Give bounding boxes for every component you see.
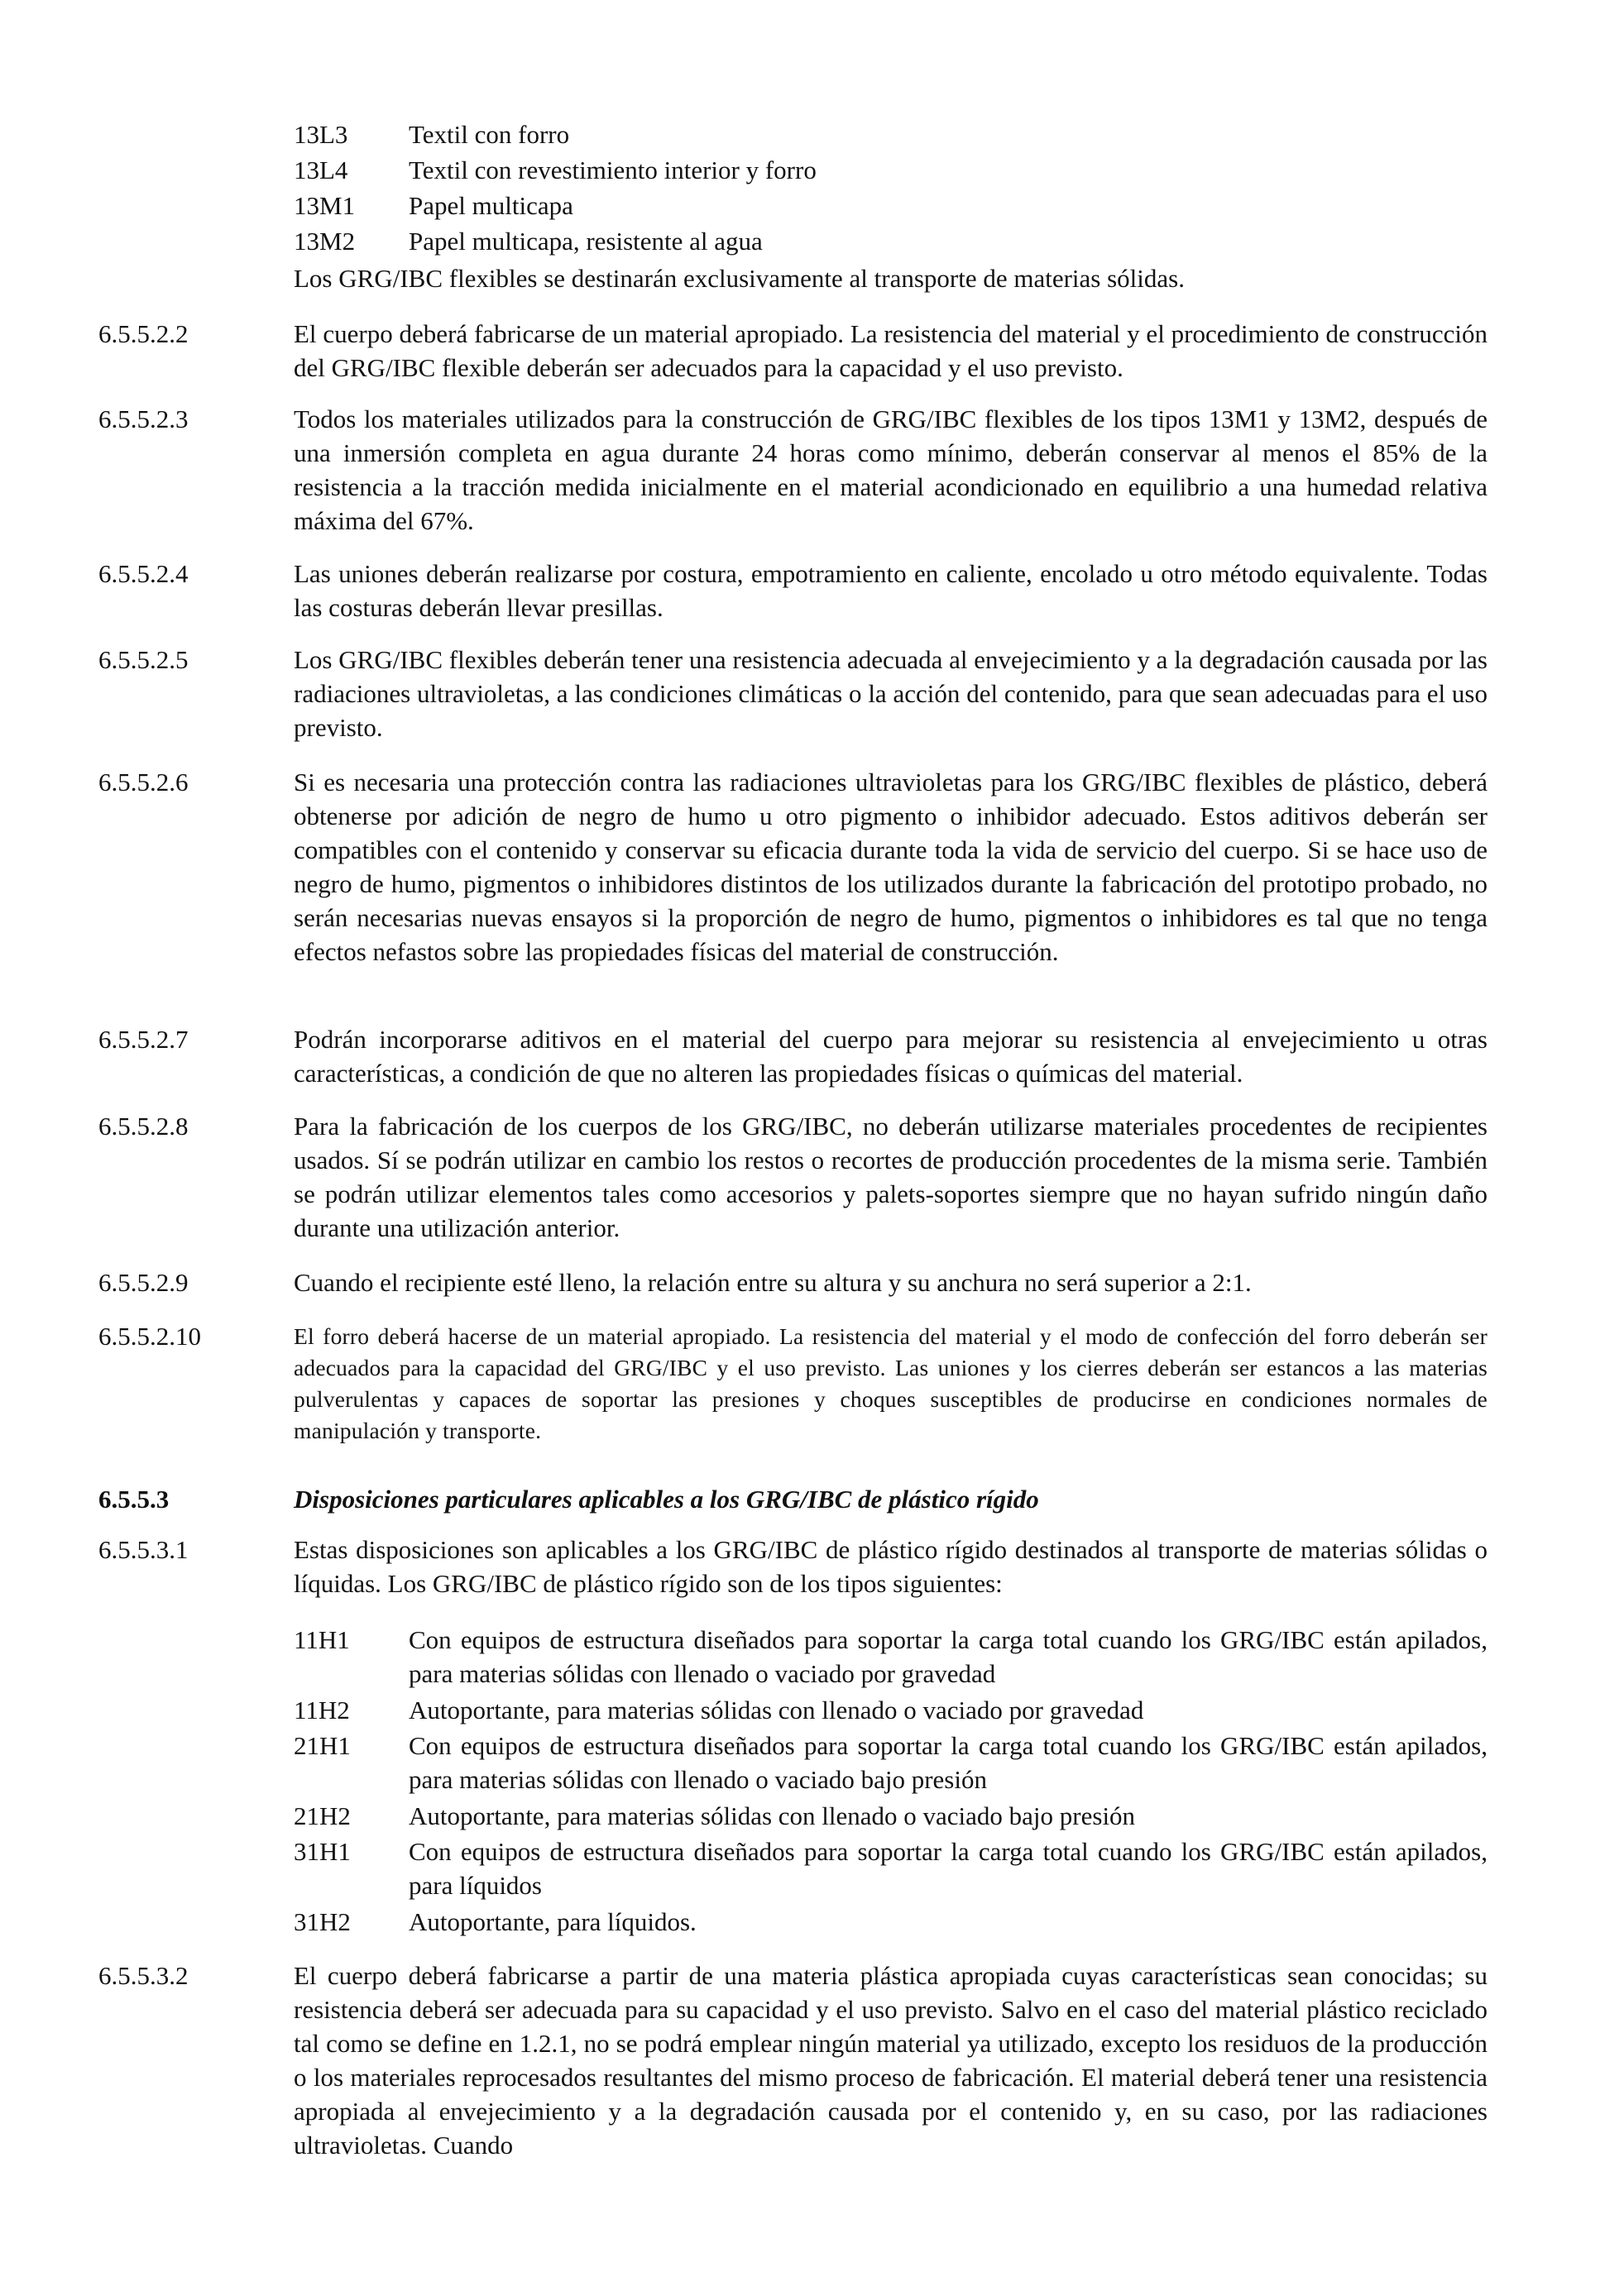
section-text: Para la fabricación de los cuerpos de los GRG/IBC, no deberán utilizarse materiales procedentes de recipientes usados. Sí se podrán utilizar en cambio los restos o recortes de producción procedentes de la misma serie. También se podrán utilizar elementos tales como accesorios y palets-soportes siempre que no hayan sufrido ningún daño durante una utilización anterior. [294,1112,1487,1242]
type-description: Papel multicapa [409,191,573,220]
section-text: Podrán incorporarse aditivos en el material del cuerpo para mejorar su resistencia al envejecimiento u otras características, a condición de que no alteren las propiedades físicas o químicas del material. [294,1025,1487,1088]
section-number: 6.5.5.2.2 [98,319,189,348]
type-code: 13M1 [294,191,356,220]
type-description: Autoportante, para líquidos. [409,1907,697,1936]
type-code: 13L4 [294,155,348,184]
section-text: Cuando el recipiente esté lleno, la relación entre su altura y su anchura no será superior a 2:1. [294,1268,1252,1297]
section-number: 6.5.5.2.5 [98,645,189,674]
type-description: Con equipos de estructura diseñados para soportar la carga total cuando los GRG/IBC están apilados, para líquidos [409,1837,1487,1900]
type-code: 31H1 [294,1837,351,1866]
type-code: 31H2 [294,1907,351,1936]
type-code: 13L3 [294,120,348,149]
type-description: Autoportante, para materias sólidas con llenado o vaciado bajo presión [409,1801,1136,1830]
type-code: 21H2 [294,1801,351,1830]
section-number: 6.5.5.3.2 [98,1961,189,1990]
section-text: Estas disposiciones son aplicables a los GRG/IBC de plástico rígido destinados al transporte de materias sólidas o líquidas. Los GRG/IBC de plástico rígido son de los tipos siguientes: [294,1535,1487,1598]
section-number: 6.5.5.2.6 [98,768,189,796]
section-number: 6.5.5.2.7 [98,1025,189,1054]
section-number: 6.5.5.2.10 [98,1322,201,1351]
section-number: 6.5.5.2.9 [98,1268,189,1297]
section-number: 6.5.5.2.3 [98,404,189,433]
type-code: 11H1 [294,1625,350,1654]
section-number: 6.5.5.2.8 [98,1112,189,1141]
section-text: Si es necesaria una protección contra las radiaciones ultravioletas para los GRG/IBC flexibles de plástico, deberá obtenerse por adición de negro de humo u otro pigmento o inhibidor adecuado. Estos aditivos deberán ser compatibles con el contenido y conservar su eficacia durante toda la vida de servicio del cuerpo. Si se hace uso de negro de humo, pigmentos o inhibidores distintos de los utilizados durante la fabricación del prototipo probado, no serán necesarias nuevas ensayos si la proporción de negro de humo, pigmentos o inhibidores es tal que no tenga efectos nefastos sobre las propiedades físicas del material de construcción. [294,768,1487,966]
heading-title: Disposiciones particulares aplicables a los GRG/IBC de plástico rígido [294,1485,1039,1514]
type-code: 11H2 [294,1696,350,1724]
type-description: Textil con revestimiento interior y forro [409,155,817,184]
type-code: 13M2 [294,227,356,256]
section-text: El cuerpo deberá fabricarse de un material apropiado. La resistencia del material y el procedimiento de construcción del GRG/IBC flexible deberán ser adecuados para la capacidad y el uso previsto. [294,319,1487,382]
type-description: Papel multicapa, resistente al agua [409,227,763,256]
section-text: Todos los materiales utilizados para la construcción de GRG/IBC flexibles de los tipos 13M1 y 13M2, después de una inmersión completa en agua durante 24 horas como mínimo, deberán conservar al menos el 85% de la resistencia a la tracción medida inicialmente en el material acondicionado en equilibrio a una humedad relativa máxima del 67%. [294,404,1487,535]
type-description: Autoportante, para materias sólidas con llenado o vaciado por gravedad [409,1696,1144,1724]
section-number: 6.5.5.2.4 [98,559,189,588]
type-description: Con equipos de estructura diseñados para soportar la carga total cuando los GRG/IBC están apilados, para materias sólidas con llenado o vaciado por gravedad [409,1625,1487,1688]
section-text: Los GRG/IBC flexibles deberán tener una resistencia adecuada al envejecimiento y a la degradación causada por las radiaciones ultravioletas, a las condiciones climáticas o la acción del contenido, para que sean adecuadas para el uso previsto. [294,645,1487,742]
type-code: 21H1 [294,1731,351,1760]
flexible-ibc-note: Los GRG/IBC flexibles se destinarán exclusivamente al transporte de materias sólidas. [294,264,1185,293]
section-text: El cuerpo deberá fabricarse a partir de una materia plástica apropiada cuyas características sean conocidas; su resistencia deberá ser adecuada para su capacidad y el uso previsto. Salvo en el caso del material plástico reciclado tal como se define en 1.2.1, no se podrá emplear ningún material ya utilizado, excepto los residuos de la producción o los materiales reprocesados resultantes del mismo proceso de fabricación. El material deberá tener una resistencia apropiada al envejecimiento y a la degradación causada por el contenido y, en su caso, por las radiaciones ultravioletas. Cuando [294,1961,1487,2160]
heading-number: 6.5.5.3 [98,1485,170,1514]
section-number: 6.5.5.3.1 [98,1535,189,1564]
section-text: El forro deberá hacerse de un material apropiado. La resistencia del material y el modo de confección del forro deberán ser adecuados para la capacidad del GRG/IBC y el uso previsto. Las uniones y los cierres deberán ser estancos a las materias pulverulentas y capaces de soportar las presiones y choques susceptibles de producirse en condiciones normales de manipulación y transporte. [294,1323,1487,1443]
type-description: Textil con forro [409,120,570,149]
section-text: Las uniones deberán realizarse por costura, empotramiento en caliente, encolado u otro método equivalente. Todas las costuras deberán llevar presillas. [294,559,1487,622]
type-description: Con equipos de estructura diseñados para soportar la carga total cuando los GRG/IBC están apilados, para materias sólidas con llenado o vaciado bajo presión [409,1731,1487,1794]
